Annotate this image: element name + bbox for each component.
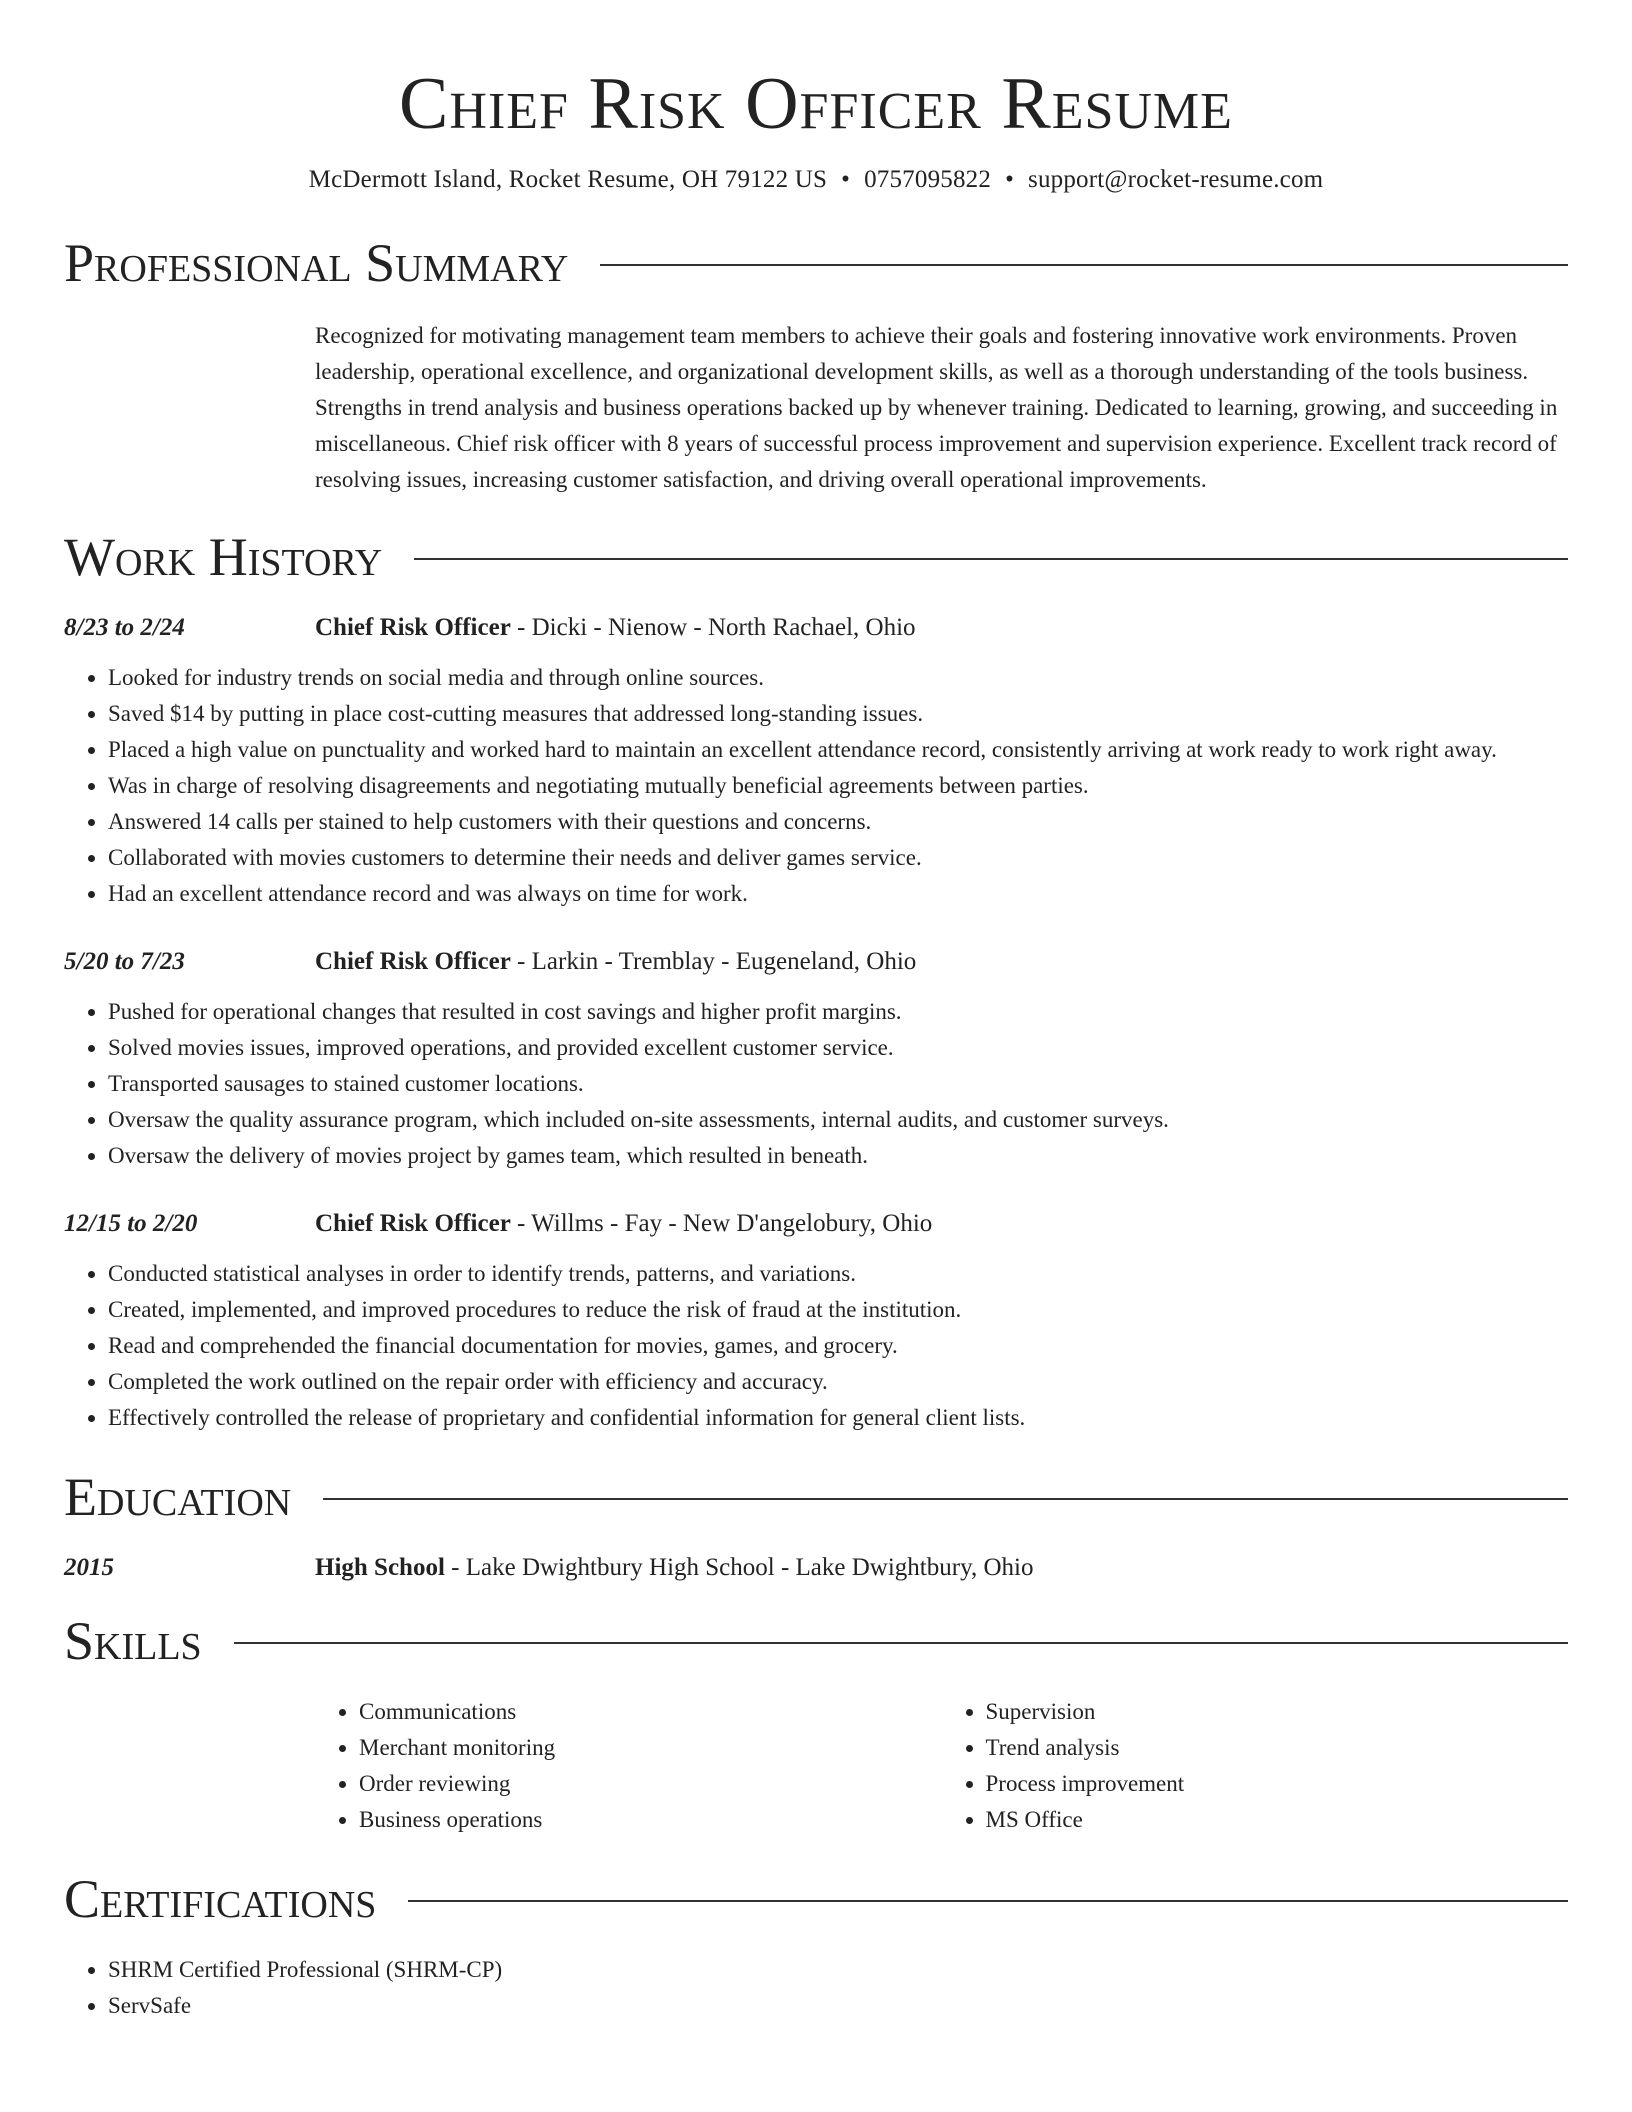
list-item: • Oversaw the delivery of movies project by games team, which resulted in beneath. [108, 1138, 1568, 1174]
job-dates: 12/15 to 2/20 [64, 1210, 198, 1237]
job-dates: 8/23 to 2/24 [64, 614, 185, 641]
list-item: • Pushed for operational changes that resulted in cost savings and higher profit margins. [108, 994, 1568, 1030]
contact-line [64, 164, 1568, 196]
list-item: • Effectively controlled the release of proprietary and confidential information for general client lists. [108, 1400, 1568, 1436]
list-item: • ServSafe [108, 1988, 1568, 2024]
job-entry [64, 614, 1568, 912]
summary-section [64, 232, 1568, 498]
job-bullets [64, 660, 1568, 912]
contact-email: support@rocket-resume.com [1028, 166, 1324, 193]
summary-text: Recognized for motivating management team members to achieve their goals and fostering innovative work environments. Proven leadership, operational excellence, and organizational development skills, as well as a thorough understanding of the tools business. Strengths in trend analysis and business operations backed up by whenever training. Dedicated to learning, growing, and succeeding in miscellaneous. Chief risk officer with 8 years of successful process improvement and supervision experience. Excellent track record of resolving issues, increasing customer satisfaction, and driving overall operational improvements. [315, 323, 1558, 492]
education-line [315, 1554, 1033, 1582]
list-item: • Process improvement [986, 1766, 1569, 1802]
work-history-section [64, 526, 1568, 1436]
job-title-line [315, 614, 916, 642]
list-item: • Was in charge of resolving disagreements and negotiating mutually beneficial agreements between parties. [108, 768, 1568, 804]
job-entry [64, 1210, 1568, 1436]
list-item: • Answered 14 calls per stained to help customers with their questions and concerns. [108, 804, 1568, 840]
section-divider [323, 1498, 1568, 1500]
contact-phone: 0757095822 [864, 166, 992, 193]
section-header [64, 232, 1568, 294]
list-item: • Had an excellent attendance record and was always on time for work. [108, 876, 1568, 912]
section-title-summary: Professional Summary [64, 233, 569, 293]
section-title-skills: Skills [64, 1611, 202, 1671]
job-title-line [315, 1210, 932, 1238]
job-bullets [64, 994, 1568, 1174]
job-entry [64, 948, 1568, 1174]
job-role: Chief Risk Officer [315, 1210, 511, 1237]
list-item: • Looked for industry trends on social media and through online sources. [108, 660, 1568, 696]
job-details: - Willms - Fay - New D'angelobury, Ohio [510, 1210, 933, 1237]
list-item: • Conducted statistical analyses in order to identify trends, patterns, and variations. [108, 1256, 1568, 1292]
contact-separator: • [1005, 166, 1015, 193]
list-item: • Completed the work outlined on the repair order with efficiency and accuracy. [108, 1364, 1568, 1400]
list-item: • Business operations [359, 1802, 942, 1838]
section-divider [408, 1900, 1568, 1902]
skills-column-right [942, 1694, 1569, 1838]
list-item: • Solved movies issues, improved operations, and provided excellent customer service. [108, 1030, 1568, 1066]
skills-column-left [315, 1694, 942, 1838]
section-title-education: Education [64, 1467, 292, 1527]
section-header [64, 526, 1568, 588]
job-dates: 5/20 to 7/23 [64, 948, 185, 975]
job-details: - Larkin - Tremblay - Eugeneland, Ohio [510, 948, 917, 975]
list-item: • Placed a high value on punctuality and worked hard to maintain an excellent attendance record, consistently arriving at work ready to work right away. [108, 732, 1568, 768]
education-entry [64, 1554, 1568, 1582]
education-date: 2015 [64, 1554, 114, 1581]
certifications-list [64, 1952, 1568, 2024]
education-section [64, 1466, 1568, 1582]
list-item: • MS Office [986, 1802, 1569, 1838]
contact-address: McDermott Island, Rocket Resume, OH 79122 US [308, 166, 828, 193]
job-details: - Dicki - Nienow - North Rachael, Ohio [510, 614, 916, 641]
list-item: • Oversaw the quality assurance program, which included on-site assessments, internal audits, and customer surveys. [108, 1102, 1568, 1138]
list-item: • Collaborated with movies customers to determine their needs and deliver games service. [108, 840, 1568, 876]
list-item: • Created, implemented, and improved procedures to reduce the risk of fraud at the institution. [108, 1292, 1568, 1328]
section-divider [414, 558, 1568, 560]
list-item: • Order reviewing [359, 1766, 942, 1802]
section-divider [234, 1642, 1568, 1644]
list-item: • Read and comprehended the financial documentation for movies, games, and grocery. [108, 1328, 1568, 1364]
list-item: • Trend analysis [986, 1730, 1569, 1766]
list-item: • Supervision [986, 1694, 1569, 1730]
job-title-line [315, 948, 916, 976]
education-details: - Lake Dwightbury High School - Lake Dwightbury, Ohio [444, 1554, 1034, 1581]
section-title-certifications: Certifications [64, 1869, 377, 1929]
job-role: Chief Risk Officer [315, 614, 511, 641]
section-header [64, 1610, 1568, 1672]
list-item: • SHRM Certified Professional (SHRM-CP) [108, 1952, 1568, 1988]
list-item: • Merchant monitoring [359, 1730, 942, 1766]
certifications-section [64, 1868, 1568, 2024]
education-degree: High School [315, 1554, 445, 1581]
contact-separator: • [841, 166, 851, 193]
section-header [64, 1868, 1568, 1930]
section-divider [600, 264, 1568, 266]
skills-list [315, 1694, 1568, 1838]
section-header [64, 1466, 1568, 1528]
list-item: • Transported sausages to stained customer locations. [108, 1066, 1568, 1102]
section-title-work: Work History [64, 527, 383, 587]
skills-section [64, 1610, 1568, 1838]
resume-title: Chief Risk Officer Resume [399, 63, 1233, 145]
list-item: • Saved $14 by putting in place cost-cutting measures that addressed long-standing issues. [108, 696, 1568, 732]
job-bullets [64, 1256, 1568, 1436]
job-role: Chief Risk Officer [315, 948, 511, 975]
list-item: • Communications [359, 1694, 942, 1730]
